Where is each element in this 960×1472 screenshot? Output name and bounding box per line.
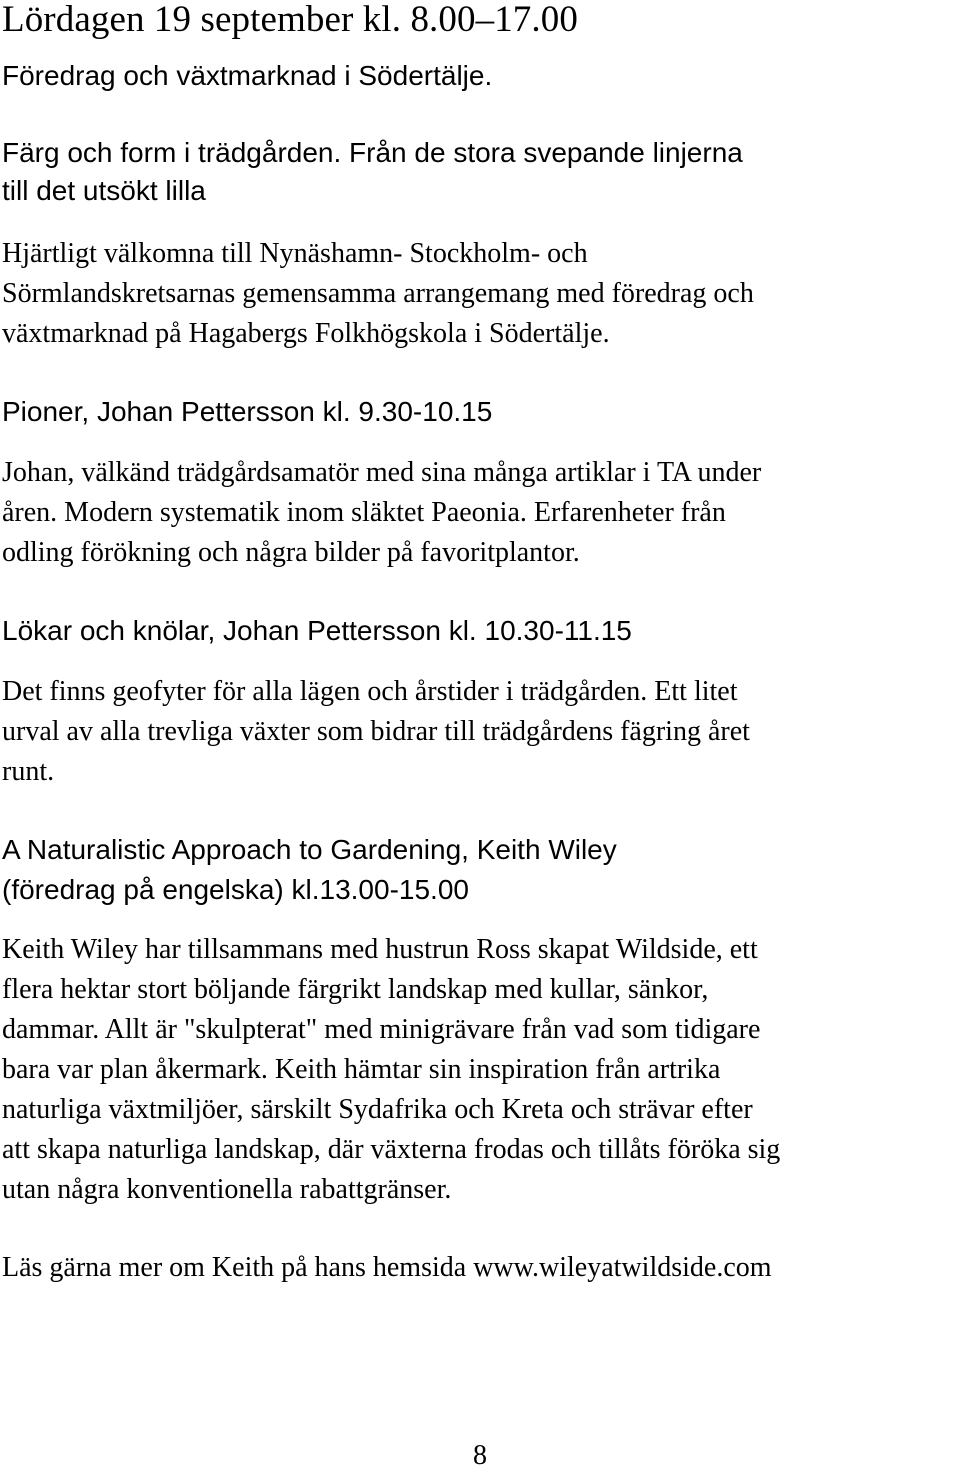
talk-body-line: runt.	[2, 756, 55, 787]
talk-body-line: åren. Modern systematik inom släktet Paeonia. Erfarenheter från	[2, 497, 726, 528]
page-number: 8	[473, 1440, 487, 1471]
talk-heading-line: Lökar och knölar, Johan Pettersson kl. 10.30-11.15	[2, 615, 632, 646]
theme-line: Färg och form i trädgården. Från de stora svepande linjerna	[2, 137, 743, 168]
welcome-paragraph	[2, 234, 960, 354]
talk-body-wiley	[2, 930, 960, 1210]
event-subtitle	[2, 57, 960, 95]
talk-body-lokar	[2, 672, 960, 792]
event-title	[2, 0, 960, 40]
welcome-line: växtmarknad på Hagabergs Folkhögskola i Södertälje.	[2, 318, 610, 349]
talk-heading-line: A Naturalistic Approach to Gardening, Keith Wiley	[2, 834, 617, 865]
talk-body-line: dammar. Allt är "skulpterat" med minigrävare från vad som tidigare	[2, 1014, 761, 1045]
event-subtitle-text: Föredrag och växtmarknad i Södertälje.	[2, 60, 493, 91]
talk-heading-line: Pioner, Johan Pettersson kl. 9.30-10.15	[2, 396, 493, 427]
read-more-paragraph	[2, 1248, 960, 1288]
talk-body-line: Johan, välkänd trädgårdsamatör med sina många artiklar i TA under	[2, 457, 762, 488]
talk-body-line: Det finns geofyter för alla lägen och årstider i trädgården. Ett litet	[2, 676, 738, 707]
read-more-text: Läs gärna mer om Keith på hans hemsida www.wileyatwildside.com	[2, 1252, 772, 1283]
talk-body-line: flera hektar stort böljande färgrikt landskap med kullar, sänkor,	[2, 974, 709, 1005]
talk-body-line: utan några konventionella rabattgränser.	[2, 1174, 452, 1205]
talk-heading-lokar	[2, 611, 960, 651]
talk-heading-pioner	[2, 392, 960, 432]
talk-body-pioner	[2, 453, 960, 573]
talk-heading-line: (föredrag på engelska) kl.13.00-15.00	[2, 874, 469, 905]
talk-body-line: att skapa naturliga landskap, där växterna frodas och tillåts föröka sig	[2, 1134, 781, 1165]
talk-body-line: naturliga växtmiljöer, särskilt Sydafrika och Kreta och strävar efter	[2, 1094, 753, 1125]
theme-heading	[2, 134, 960, 210]
talk-body-line: Keith Wiley har tillsammans med hustrun Ross skapat Wildside, ett	[2, 934, 758, 965]
welcome-line: Hjärtligt välkomna till Nynäshamn- Stockholm- och	[2, 238, 588, 269]
talk-body-line: bara var plan åkermark. Keith hämtar sin inspiration från artrika	[2, 1054, 721, 1085]
talk-heading-wiley	[2, 830, 960, 910]
welcome-line: Sörmlandskretsarnas gemensamma arrangemang med föredrag och	[2, 278, 754, 309]
talk-body-line: urval av alla trevliga växter som bidrar till trädgårdens fägring året	[2, 716, 750, 747]
talk-body-line: odling förökning och några bilder på favoritplantor.	[2, 537, 580, 568]
theme-line: till det utsökt lilla	[2, 175, 206, 206]
event-title-text: Lördagen 19 september kl. 8.00–17.00	[2, 0, 578, 40]
